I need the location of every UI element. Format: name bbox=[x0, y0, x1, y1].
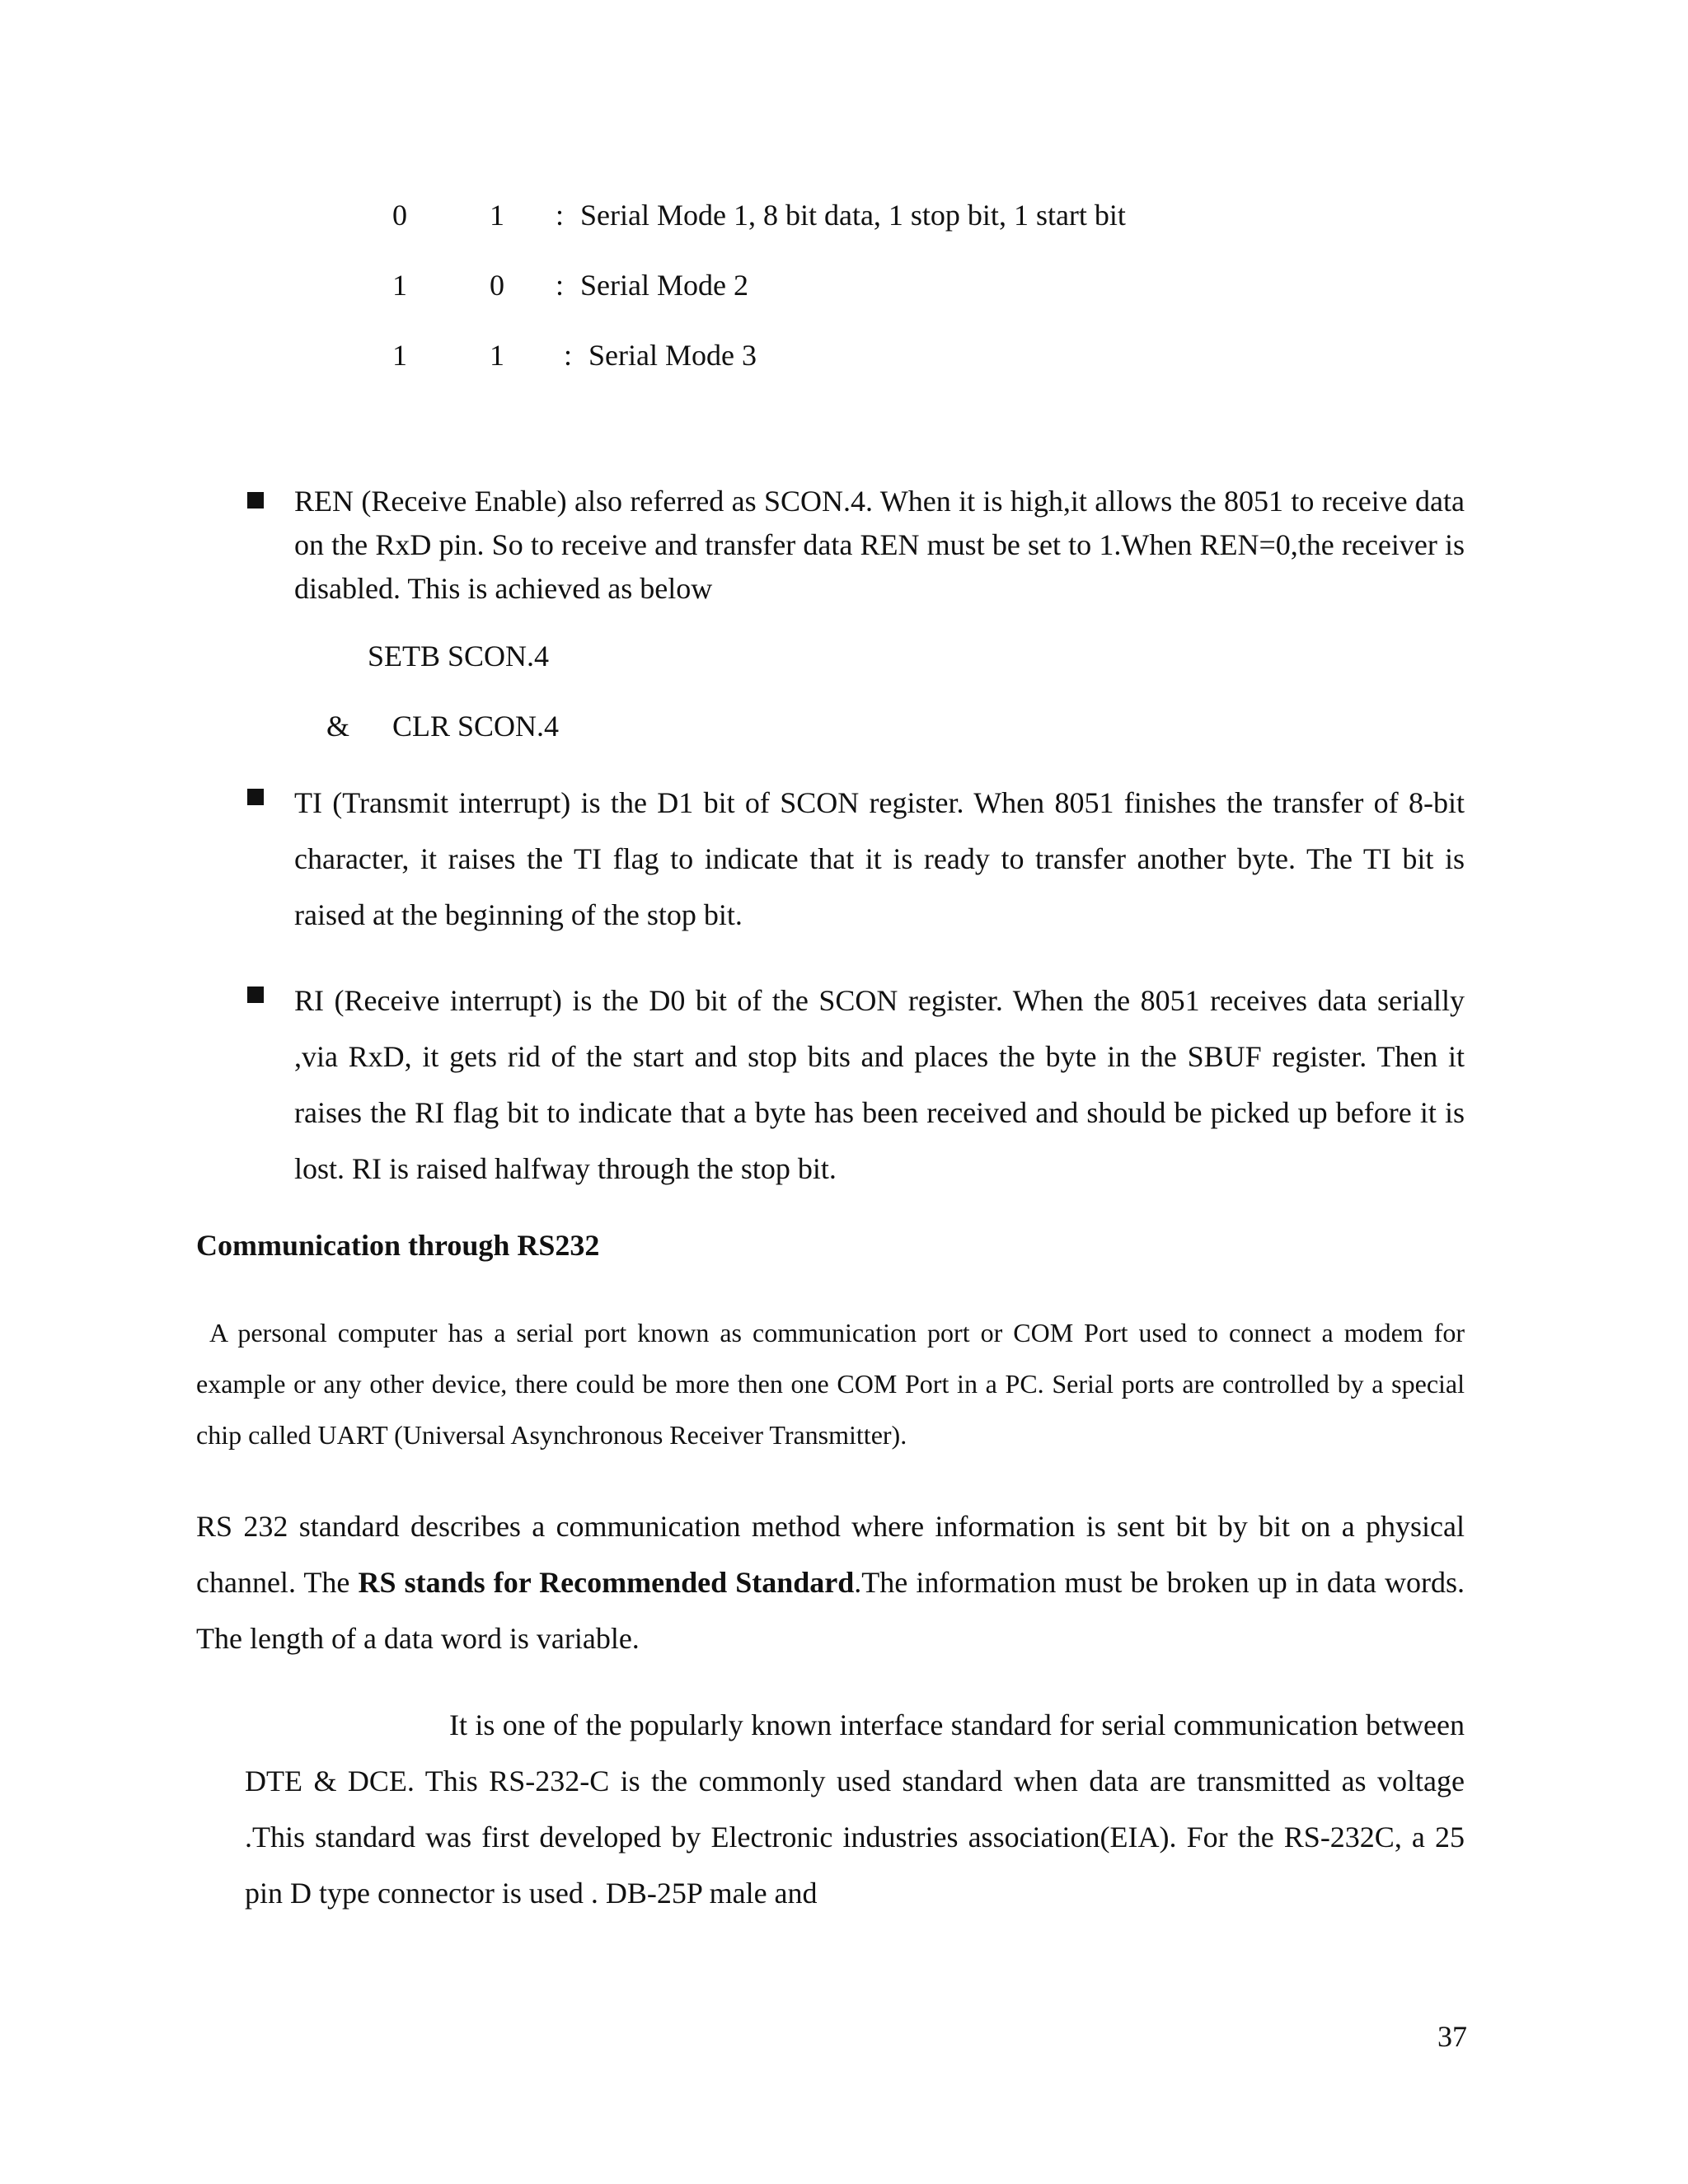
paragraph-rs232-bold: RS stands for Recommended Standard bbox=[358, 1566, 855, 1599]
paragraph-interface-standard: It is one of the popularly known interface standard for serial communication between DTE & DCE. This RS-232-C is the commonly used standard when data are transmitted as voltage .This standard was first developed by Electronic industries association(EIA). For the RS-232C, a 25 pin D type connector is used . DB-25P male and bbox=[245, 1708, 1465, 1910]
paragraph-rs232-standard bbox=[196, 1498, 1465, 1666]
code-ampersand: & bbox=[326, 710, 350, 743]
mode-row-3-text: Serial Mode 3 bbox=[588, 339, 757, 372]
code-line-clr: CLR SCON.4 bbox=[392, 710, 560, 743]
page-number: 37 bbox=[1437, 2020, 1467, 2053]
mode-row-1-bit1: 0 bbox=[392, 199, 407, 232]
bullet-square-icon bbox=[247, 789, 264, 805]
code-line-setb: SETB SCON.4 bbox=[368, 640, 550, 673]
section-heading: Communication through RS232 bbox=[196, 1229, 600, 1262]
mode-row-3-bit1: 1 bbox=[392, 339, 407, 372]
mode-row-1-colon: : bbox=[556, 199, 565, 232]
bullet-square-icon bbox=[247, 492, 264, 509]
bullet-square-icon bbox=[247, 987, 264, 1003]
paragraph-rs232-text-before: RS 232 standard describes a communication method where information is sent bit by bit on a physical channel. The bbox=[196, 1510, 1465, 1599]
mode-row-2-text: Serial Mode 2 bbox=[580, 269, 748, 302]
mode-row-3-bit2: 1 bbox=[490, 339, 504, 372]
bullet-ti-text: TI (Transmit interrupt) is the D1 bit of SCON register. When 8051 finishes the transfer of 8-bit character, it raises the TI flag to indicate that it is ready to transfer another byte. The TI bit is raised at the beginning of the stop bit. bbox=[294, 786, 1465, 931]
mode-row-1-bit2: 1 bbox=[490, 199, 504, 232]
mode-row-3-colon: : bbox=[564, 339, 573, 372]
paragraph-com-port: A personal computer has a serial port known as communication port or COM Port used to connect a modem for example or any other device, there could be more then one COM Port in a PC. Serial ports are controlled by a special chip called UART (Universal Asynchronous Receiver Transmitter). bbox=[196, 1318, 1465, 1450]
mode-row-1-text: Serial Mode 1, 8 bit data, 1 stop bit, 1 start bit bbox=[580, 199, 1126, 232]
mode-row-2-colon: : bbox=[556, 269, 565, 302]
mode-row-2-bit1: 1 bbox=[392, 269, 407, 302]
paragraph-rs232-text-after: .The information must be broken up in data words. The length of a data word is variable. bbox=[196, 1566, 1465, 1655]
mode-row-2-bit2: 0 bbox=[490, 269, 504, 302]
bullet-ri-text: RI (Receive interrupt) is the D0 bit of the SCON register. When the 8051 receives data serially ,via RxD, it gets rid of the start and stop bits and places the byte in the SBUF register. Then it raises the RI flag bit to indicate that a byte has been received and should be picked up before it is lost. RI is raised halfway through the stop bit. bbox=[294, 984, 1465, 1185]
bullet-ren-text: REN (Receive Enable) also referred as SCON.4. When it is high,it allows the 8051 to receive data on the RxD pin. So to receive and transfer data REN must be set to 1.When REN=0,the receiver is disabled. This is achieved as below bbox=[294, 485, 1465, 605]
